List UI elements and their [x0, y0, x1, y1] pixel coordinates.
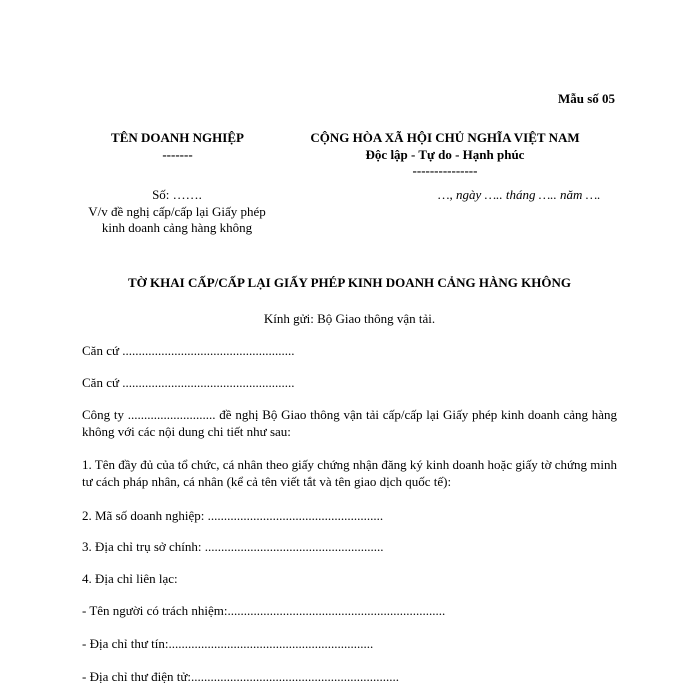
item-4-responsible-person: - Tên người có trách nhiệm:................................................................... — [82, 603, 446, 618]
subject-line-2: kinh doanh cảng hàng không — [101, 220, 253, 235]
item-4-email-address: - Địa chỉ thư điện tử:................................................................ — [82, 669, 400, 684]
form-number: Mẫu số 05 — [558, 91, 616, 106]
form-title: TỜ KHAI CẤP/CẤP LẠI GIẤY PHÉP KINH DOANH CẢNG HÀNG KHÔNG — [128, 275, 571, 290]
company-name-placeholder: TÊN DOANH NGHIỆP — [111, 130, 244, 145]
item-4-postal-address: - Địa chỉ thư tín:............................................................... — [82, 636, 374, 651]
intro-paragraph: Công ty ........................... đề nghị Bộ Giao thông vận tải cấp/cấp lại Giấy phép kinh doanh cảng hàng không với các nội dung chi tiết như sau: — [82, 407, 617, 439]
item-3-head-office: 3. Địa chỉ trụ sở chính: ....................................................... — [82, 539, 384, 554]
recipient: Kính gửi: Bộ Giao thông vận tải. — [263, 311, 436, 326]
company-divider: ------- — [162, 147, 193, 162]
document-number: Số: ……. — [152, 187, 202, 202]
legal-basis-1: Căn cứ ..................................................... — [82, 343, 295, 358]
item-2-enterprise-code: 2. Mã số doanh nghiệp: ...................................................... — [82, 508, 384, 523]
date-line: …, ngày ….. tháng ….. năm …. — [438, 187, 601, 202]
item-1-full-name: 1. Tên đầy đủ của tổ chức, cá nhân theo giấy chứng nhận đăng ký kinh doanh hoặc giấy tờ chứng minh tư cách pháp nhân, cá nhân (kể cả tên viết tắt và tên giao dịch quốc tế): — [82, 457, 617, 489]
national-motto: Độc lập - Tự do - Hạnh phúc — [365, 147, 525, 162]
subject-line-1: V/v đề nghị cấp/cấp lại Giấy phép — [88, 204, 266, 219]
country-name: CỘNG HÒA XÃ HỘI CHỦ NGHĨA VIỆT NAM — [310, 130, 580, 145]
item-4-contact-address: 4. Địa chỉ liên lạc: — [82, 571, 178, 586]
legal-basis-2: Căn cứ ..................................................... — [82, 375, 295, 390]
motto-divider: --------------- — [412, 163, 478, 178]
